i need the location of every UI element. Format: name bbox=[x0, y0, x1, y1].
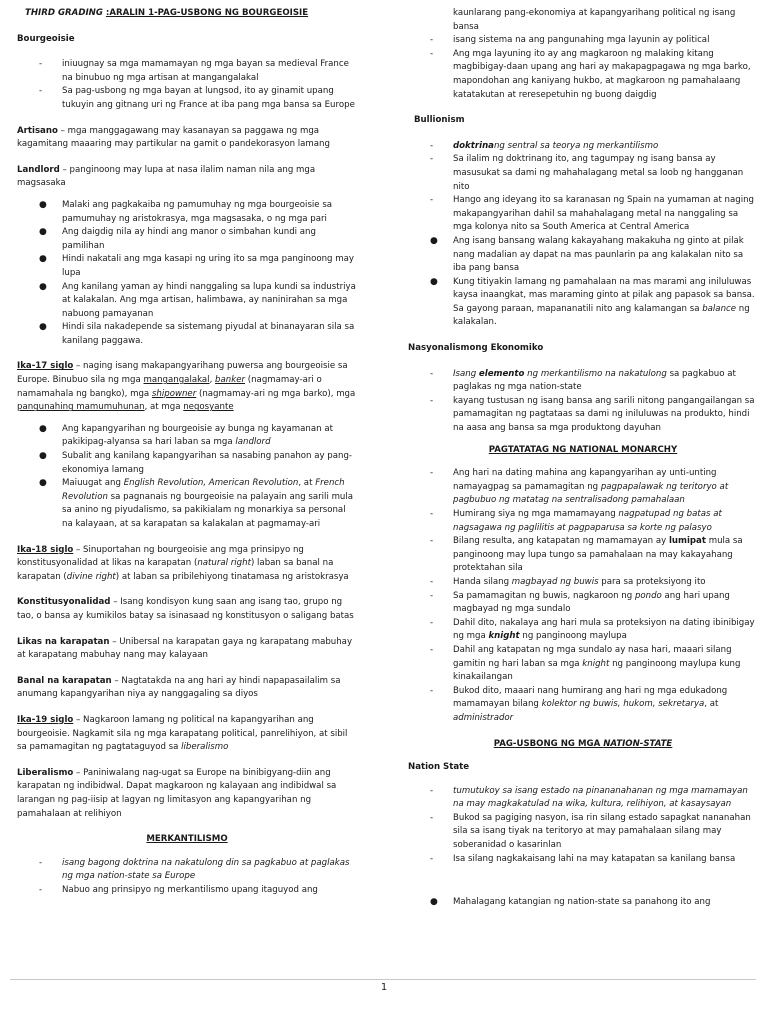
list-item: - isang sistema na ang pangunahing mga layunin ay political bbox=[430, 35, 710, 46]
list-item: ● Ang kapangyarihan ng bourgeoisie ay bunga ng kayamanan at pakikipag-alyansa sa hari laban sa mga landlord bbox=[39, 423, 333, 448]
list-item: - kayang tustusan ng isang bansa ang sarili nitong pangangailangan sa pamamagitan ng pagtataas sa dami ng iniluluwas na produkto, hindi na aasa ang bansa sa mga produktong dayuhan bbox=[430, 395, 755, 434]
page-number: 1 bbox=[380, 982, 388, 993]
heading-bullionism: Bullionism bbox=[414, 115, 465, 126]
title-text: :ARALIN 1-PAG-USBONG NG BOURGEOISIE bbox=[105, 8, 309, 18]
paragraph-ika19: Ika-19 siglo – Nagkaroon lamang ng political na kapangyarihan ang bourgeoisie. Nagkamit sila ng mga karapatang political, panrelihiyon, at sibil sa pamamagitan ng pagtataguyod sa liberalismo bbox=[17, 714, 348, 753]
list-item: - Bilang resulta, ang katapatan ng mamamayan ay lumipat mula sa panginoong may lupa tungo sa pamahalaan na may kakayahang protektahan sila bbox=[430, 536, 743, 574]
right-column bbox=[408, 7, 758, 922]
definition-likas-na-karapatan: Likas na karapatan – Unibersal na karapatan gaya ng karapatang mabuhay at karapatang mabuhay nang may kalayaan bbox=[17, 636, 353, 661]
definition-liberalismo: Liberalismo – Paniniwalang nag-ugat sa Europe na binibigyang-diin ang karapatan ng indibidwal. Dapat magkaroon ng kalayaan ang indibidwal sa larangan ng pag-iisip at lagyan ng limitasyon ang kapangyarihan ng pamahalaan at relihiyon bbox=[17, 767, 337, 819]
paragraph-ika17: Ika-17 siglo – naging isang makapangyarihang puwersa ang bourgeoisie sa Europe. Binubuo sila ng mga mangangalakal, banker (nagmamay-ari o namamahala ng bangko), mga shipowner (nagmamay-ari ng mga barko), mga pangunahing mamumuhunan, at mga negosyante bbox=[17, 361, 356, 413]
subheading-nation-state: Nation State bbox=[408, 762, 470, 773]
list-item: ● Kung titiyakin lamang ng pamahalaan na mas marami ang iniluluwas kaysa inaangkat, mas maraming ginto at pilak ang papasok sa bansa. Sa gayong paraan, mapananatili nito ang kalamangan sa balance ng kalakalan. bbox=[430, 276, 755, 328]
nasyonalismo-list bbox=[408, 368, 758, 436]
paragraph-ika18: Ika-18 siglo – Sinuportahan ng bourgeoisie ang mga prinsipyo ng konstitusyonalidad at likas na karapatan (natural right) laban sa banal na karapatan (divine right) at laban sa pribilehiyong tinatamasa ng aristokrasya bbox=[17, 544, 349, 582]
definition-banal-na-karapatan: Banal na karapatan – Nagtatakda na ang hari ay hindi napapasailalim sa anumang kapangyarihan niya ay nanggagaling sa diyos bbox=[17, 675, 341, 700]
heading-merkantilismo: MERKANTILISMO bbox=[146, 834, 228, 845]
definition-artisano: Artisano – mga manggagawang may kasanayan sa paggawa ng mga kagamitang maaaring may partikular na gamit o pandekorasyon lamang bbox=[17, 125, 330, 150]
list-item: - Dahil dito, nakalaya ang hari mula sa proteksiyon na dating ibinibigay ng mga knight ng panginoong maylupa bbox=[430, 617, 755, 642]
list-item: ● Subalit ang kanilang kapangyarihan sa nasabing panahon ay pang-ekonomiya lamang bbox=[39, 451, 353, 475]
list-item: ● Ang isang bansang walang kakayahang makakuha ng ginto at pilak nang madalian ay dapat na mas paunlarin pa ang kalakalan nito sa iba pang bansa bbox=[430, 235, 744, 274]
list-item: ● Hindi nakatali ang mga kasapi ng uring ito sa mga panginoong may lupa bbox=[39, 254, 354, 278]
nation-state-list bbox=[408, 785, 758, 867]
list-item: - iniuugnay sa mga mamamayan ng mga bayan sa medieval France na binubuo ng mga artisan at mangangalakal bbox=[39, 59, 349, 83]
list-item: - Dahil ang katapatan ng mga sundalo ay nasa hari, maaari silang gamitin ng hari laban sa mga knight ng panginoong maylupa kung kinakailangan bbox=[430, 644, 741, 683]
list-item: - Sa pamamagitan ng buwis, nagkaroon ng pondo ang hari upang magbayad ng mga sundalo bbox=[430, 590, 730, 615]
title-prefix: THIRD GRADING bbox=[25, 8, 103, 18]
list-item: - doktrinang sentral sa teorya ng merkantilismo bbox=[430, 140, 659, 151]
list-item: - Ang mga layuning ito ay ang magkaroon ng malaking kitang magbibigay-daan upang ang hari ay makapagpagawa ng mga barko, mapondohan ang kaniyang hukbo, at magkaroon ng pamahalaang katatakutan at reresepetuhin ng buong daigdig bbox=[430, 48, 751, 100]
definition-konstitusyonalidad: Konstitusyonalidad – Isang kondisyon kung saan ang isang tao, grupo ng tao, o bansa ay kumikilos batay sa isinasaad ng konstitusyon o saligang batas bbox=[17, 597, 354, 621]
heading-national-monarchy: PAGTATATAG NG NATIONAL MONARCHY bbox=[488, 444, 678, 455]
merkantilismo-list bbox=[17, 857, 357, 898]
heading-nation-state: PAG-USBONG NG MGA NATION-STATE bbox=[493, 738, 673, 749]
definition-landlord: Landlord – panginoong may lupa at nasa ilalim naman nila ang mga magsasaka bbox=[17, 164, 316, 189]
list-item: - Ang hari na dating mahina ang kapangyarihan ay unti-unting namayagpag sa pamamagitan ng pagpapalawak ng teritoryo at pagbubuo ng matatag na sentralisadong pamahalaan bbox=[430, 468, 729, 506]
heading-nasyonalismong-ekonomiko: Nasyonalismong Ekonomiko bbox=[408, 343, 544, 354]
list-item: - Humirang siya ng mga mamamayang nagpatupad ng batas at nagsagawa ng paglilitis at pagpaparusa sa korte ng palasyo bbox=[430, 509, 722, 533]
monarchy-list bbox=[408, 467, 758, 725]
landlord-list bbox=[17, 199, 357, 349]
continued-list bbox=[408, 7, 758, 102]
list-item: - tumutukoy sa isang estado na pinananahanan ng mga mamamayan na may magkakatulad na wika, kultura, relihiyon, at kasaysayan bbox=[430, 785, 748, 810]
nation-state-trait-list bbox=[408, 896, 758, 910]
list-item: kaunlarang pang-ekonomiya at kapangyarihang political ng isang bansa bbox=[453, 8, 736, 32]
list-item: ● Maiuugat ang English Revolution, American Revolution, at French Revolution sa pagnanais ng bourgeoisie na palayain ang sarili mula sa anino ng piyudalismo, sa pakikialam ng monarkiya sa personal na kalayaan, at sa karapatan sa kalakalan at pagmamay-ari bbox=[39, 478, 354, 529]
list-item: - Sa ilalim ng doktrinang ito, ang tagumpay ng isang bansa ay masusukat sa dami ng mahahalagang metal sa loob ng hangganan nito bbox=[430, 154, 744, 192]
list-item: - Sa pag-usbong ng mga bayan at lungsod, ito ay ginamit upang tukuyin ang gitnang uri ng France at iba pang mga bansa sa Europe bbox=[39, 86, 355, 110]
ika17-list bbox=[17, 423, 357, 532]
bourgeoisie-list bbox=[17, 58, 357, 112]
list-item: ● Malaki ang pagkakaiba ng pamumuhay ng mga bourgeoisie sa pamumuhay ng aristokrasya, mga magsasaka, o ng mga pari bbox=[39, 199, 333, 224]
footer-divider bbox=[10, 979, 756, 980]
list-item: - Isa silang nagkakaisang lahi na may katapatan sa kanilang bansa bbox=[430, 853, 736, 864]
page-title bbox=[25, 7, 357, 21]
list-item: - Handa silang magbayad ng buwis para sa proteksiyong ito bbox=[430, 576, 706, 587]
bullionism-list bbox=[408, 140, 758, 330]
list-item: - Bukod dito, maaari nang humirang ang hari ng mga edukadong mamamayan bilang kolektor ng buwis, hukom, sekretarya, at administrador bbox=[430, 685, 728, 723]
list-item: - Nabuo ang prinsipyo ng merkantilismo upang itaguyod ang bbox=[39, 884, 318, 895]
list-item: ● Ang kanilang yaman ay hindi nanggaling sa lupa kundi sa industriya at kalakalan. Ang mga artisan, halimbawa, ay naninirahan sa mga nabuong pamayanan bbox=[39, 281, 356, 319]
heading-bourgeoisie: Bourgeoisie bbox=[17, 33, 75, 44]
list-item: - Hango ang ideyang ito sa karanasan ng Spain na yumaman at naging makapangyarihan dahil sa mahahalagang metal na nanggaling sa mga kolonya nito sa South America at Central America bbox=[430, 195, 755, 233]
list-item: - Isang elemento ng merkantilismo na nakatulong sa pagkabuo at paglakas ng mga nation-state bbox=[430, 368, 736, 393]
list-item: ● Ang daigdig nila ay hindi ang manor o simbahan kundi ang pamilihan bbox=[39, 227, 316, 251]
list-item: ● Hindi sila nakadepende sa sistemang piyudal at binanayaran sila sa kanilang paggawa. bbox=[39, 322, 355, 346]
list-item: ● Mahalagang katangian ng nation-state sa panahong ito ang bbox=[430, 897, 711, 908]
left-column bbox=[17, 7, 357, 909]
list-item: - isang bagong doktrina na nakatulong din sa pagkabuo at paglakas ng mga nation-state sa Europe bbox=[39, 857, 350, 882]
list-item: - Bukod sa pagiging nasyon, isa rin silang estado sapagkat nananahan sila sa isang tiyak na teritoryo at may pamahalaan silang may soberanidad o kasarinlan bbox=[430, 812, 751, 851]
